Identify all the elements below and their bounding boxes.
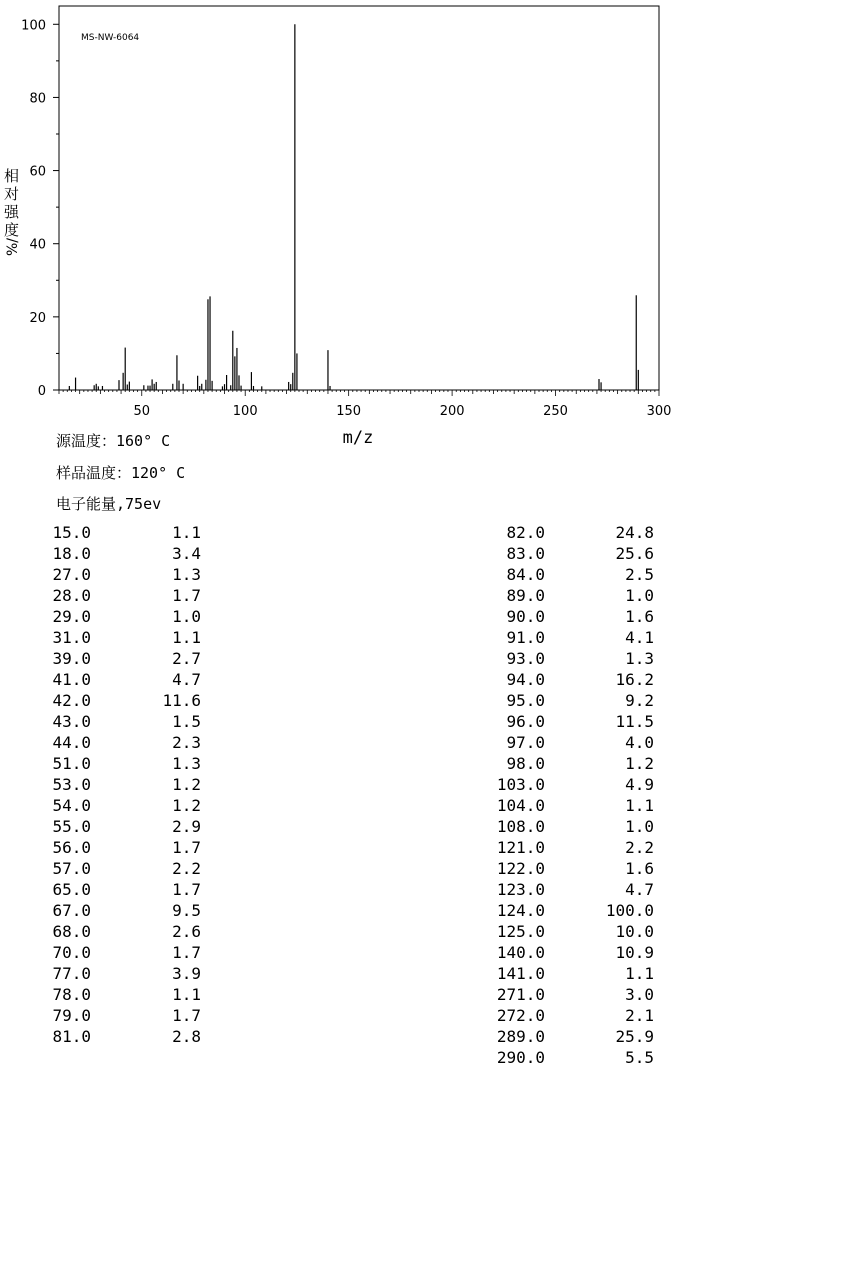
- peak-row: [492, 1026, 662, 1047]
- peak-mz: 83.0: [506, 544, 545, 563]
- peak-abundance: 1.7: [172, 1006, 201, 1025]
- peak-mz: 90.0: [506, 607, 545, 626]
- peak-mz: 15.0: [52, 523, 91, 542]
- peak-abundance: 25.6: [615, 544, 654, 563]
- peak-mz: 41.0: [52, 670, 91, 689]
- peak-mz: 54.0: [52, 796, 91, 815]
- peak-mz: 290.0: [496, 1048, 545, 1067]
- peak-row: [492, 585, 662, 606]
- peak-row: [492, 1005, 662, 1026]
- peak-row: [492, 1047, 662, 1068]
- peak-mz: 108.0: [496, 817, 545, 836]
- y-tick-label: 80: [29, 91, 46, 107]
- peak-row: [48, 690, 208, 711]
- peak-row: [48, 543, 208, 564]
- peak-row: [492, 837, 662, 858]
- x-tick-label: 300: [646, 404, 672, 419]
- x-tick-label: 50: [133, 404, 151, 419]
- peak-mz: 140.0: [496, 943, 545, 962]
- peak-abundance: 100.0: [605, 901, 654, 920]
- peak-abundance: 1.2: [172, 775, 201, 794]
- peak-mz: 56.0: [52, 838, 91, 857]
- y-axis-label-char-3: 强: [4, 203, 20, 221]
- peak-mz: 272.0: [496, 1006, 545, 1025]
- peak-abundance: 4.7: [625, 880, 654, 899]
- peak-abundance: 1.3: [625, 649, 654, 668]
- peak-mz: 98.0: [506, 754, 545, 773]
- peak-abundance: 11.6: [162, 691, 201, 710]
- peak-mz: 44.0: [52, 733, 91, 752]
- peak-row: [48, 774, 208, 795]
- peak-mz: 79.0: [52, 1006, 91, 1025]
- peak-row: [48, 858, 208, 879]
- peak-row: [492, 690, 662, 711]
- y-axis-label: [4, 167, 21, 256]
- peak-mz: 271.0: [496, 985, 545, 1004]
- peak-row: [48, 837, 208, 858]
- y-axis-label-unit: %/: [5, 237, 21, 256]
- peak-mz: 95.0: [506, 691, 545, 710]
- peak-mz: 97.0: [506, 733, 545, 752]
- peak-abundance: 2.9: [172, 817, 201, 836]
- peak-mz: 123.0: [496, 880, 545, 899]
- peak-abundance: 3.9: [172, 964, 201, 983]
- peak-row: [48, 627, 208, 648]
- peak-row: [48, 879, 208, 900]
- peak-mz: 42.0: [52, 691, 91, 710]
- y-axis-label-char-1: 相: [4, 167, 20, 185]
- peak-row: [48, 606, 208, 627]
- peak-row: [492, 774, 662, 795]
- peak-abundance: 1.7: [172, 880, 201, 899]
- peak-mz: 84.0: [506, 565, 545, 584]
- peak-abundance: 1.7: [172, 943, 201, 962]
- y-axis-label-char-2: 对: [4, 185, 20, 203]
- peak-mz: 39.0: [52, 649, 91, 668]
- peak-abundance: 25.9: [615, 1027, 654, 1046]
- peak-row: [492, 984, 662, 1005]
- peak-row: [48, 585, 208, 606]
- peak-row: [48, 921, 208, 942]
- peak-row: [492, 963, 662, 984]
- y-tick-label: 0: [37, 384, 46, 399]
- peak-abundance: 1.7: [172, 586, 201, 605]
- peak-row: [492, 753, 662, 774]
- peak-mz: 53.0: [52, 775, 91, 794]
- peak-row: [48, 753, 208, 774]
- peak-abundance: 4.0: [625, 733, 654, 752]
- chart-title: MS-NW-6064: [81, 33, 140, 43]
- peak-mz: 91.0: [506, 628, 545, 647]
- electron-energy: 电子能量,75ev: [56, 495, 162, 513]
- peak-table-left: [48, 522, 208, 1047]
- peak-abundance: 16.2: [615, 670, 654, 689]
- y-axis-ticks: [21, 18, 59, 399]
- peak-mz: 82.0: [506, 523, 545, 542]
- peak-row: [492, 669, 662, 690]
- peak-mz: 29.0: [52, 607, 91, 626]
- peak-abundance: 2.7: [172, 649, 201, 668]
- y-axis-label-char-4: 度: [4, 221, 20, 239]
- peak-abundance: 3.4: [172, 544, 201, 563]
- peak-mz: 125.0: [496, 922, 545, 941]
- peak-abundance: 2.8: [172, 1027, 201, 1046]
- peak-abundance: 1.5: [172, 712, 201, 731]
- peak-row: [492, 879, 662, 900]
- peak-row: [48, 564, 208, 585]
- peak-abundance: 1.6: [625, 607, 654, 626]
- spectrum-peaks: [69, 24, 638, 390]
- peak-mz: 78.0: [52, 985, 91, 1004]
- peak-row: [492, 816, 662, 837]
- peak-row: [492, 606, 662, 627]
- peak-row: [492, 858, 662, 879]
- peak-row: [48, 648, 208, 669]
- x-tick-label: 250: [543, 404, 568, 419]
- peak-abundance: 1.1: [172, 523, 201, 542]
- peak-abundance: 10.0: [615, 922, 654, 941]
- peak-row: [492, 732, 662, 753]
- peak-abundance: 1.3: [172, 754, 201, 773]
- peak-row: [48, 1026, 208, 1047]
- peak-mz: 89.0: [506, 586, 545, 605]
- peak-abundance: 1.6: [625, 859, 654, 878]
- peak-mz: 55.0: [52, 817, 91, 836]
- peak-abundance: 2.5: [625, 565, 654, 584]
- peak-row: [48, 732, 208, 753]
- peak-abundance: 1.2: [625, 754, 654, 773]
- peak-abundance: 11.5: [615, 712, 654, 731]
- peak-mz: 289.0: [496, 1027, 545, 1046]
- peak-mz: 81.0: [52, 1027, 91, 1046]
- peak-mz: 121.0: [496, 838, 545, 857]
- peak-mz: 18.0: [52, 544, 91, 563]
- peak-mz: 104.0: [496, 796, 545, 815]
- peak-mz: 70.0: [52, 943, 91, 962]
- peak-row: [492, 543, 662, 564]
- peak-row: [492, 900, 662, 921]
- peak-row: [492, 648, 662, 669]
- peak-row: [48, 795, 208, 816]
- peak-mz: 31.0: [52, 628, 91, 647]
- peak-abundance: 2.3: [172, 733, 201, 752]
- peak-mz: 27.0: [52, 565, 91, 584]
- peak-abundance: 1.1: [172, 628, 201, 647]
- peak-mz: 96.0: [506, 712, 545, 731]
- y-tick-label: 100: [21, 18, 46, 34]
- source-temperature: 源温度：160° C: [56, 432, 171, 450]
- y-tick-label: 60: [29, 164, 46, 180]
- sample-temperature: 样品温度：120° C: [56, 464, 186, 482]
- x-axis-ticks: [59, 390, 671, 419]
- peak-row: [492, 942, 662, 963]
- peak-abundance: 9.5: [172, 901, 201, 920]
- peak-mz: 28.0: [52, 586, 91, 605]
- peak-row: [492, 564, 662, 585]
- peak-row: [492, 522, 662, 543]
- peak-row: [48, 669, 208, 690]
- peak-abundance: 9.2: [625, 691, 654, 710]
- y-tick-label: 20: [29, 310, 46, 326]
- peak-row: [48, 1005, 208, 1026]
- peak-mz: 57.0: [52, 859, 91, 878]
- peak-abundance: 1.0: [625, 586, 654, 605]
- peak-abundance: 24.8: [615, 523, 654, 542]
- peak-row: [48, 711, 208, 732]
- mass-spectrum-chart: [0, 0, 850, 460]
- peak-abundance: 1.1: [625, 796, 654, 815]
- peak-mz: 93.0: [506, 649, 545, 668]
- peak-row: [492, 711, 662, 732]
- peak-row: [48, 963, 208, 984]
- x-tick-label: 100: [232, 404, 258, 419]
- peak-abundance: 1.1: [172, 985, 201, 1004]
- peak-table-right: [492, 522, 662, 1068]
- peak-mz: 94.0: [506, 670, 545, 689]
- peak-abundance: 4.1: [625, 628, 654, 647]
- peak-abundance: 10.9: [615, 943, 654, 962]
- peak-row: [48, 900, 208, 921]
- peak-abundance: 2.1: [625, 1006, 654, 1025]
- peak-abundance: 2.2: [625, 838, 654, 857]
- peak-abundance: 1.2: [172, 796, 201, 815]
- peak-mz: 43.0: [52, 712, 91, 731]
- peak-abundance: 5.5: [625, 1048, 654, 1067]
- peak-row: [48, 816, 208, 837]
- peak-abundance: 4.7: [172, 670, 201, 689]
- peak-mz: 65.0: [52, 880, 91, 899]
- peak-row: [492, 921, 662, 942]
- peak-abundance: 2.6: [172, 922, 201, 941]
- peak-abundance: 1.3: [172, 565, 201, 584]
- peak-abundance: 4.9: [625, 775, 654, 794]
- plot-frame: [59, 6, 659, 390]
- peak-row: [48, 984, 208, 1005]
- peak-mz: 141.0: [496, 964, 545, 983]
- peak-mz: 77.0: [52, 964, 91, 983]
- y-tick-label: 40: [29, 237, 46, 253]
- peak-row: [492, 795, 662, 816]
- peak-mz: 124.0: [496, 901, 545, 920]
- peak-row: [48, 522, 208, 543]
- x-tick-label: 150: [336, 404, 362, 419]
- peak-abundance: 1.1: [625, 964, 654, 983]
- peak-abundance: 1.0: [625, 817, 654, 836]
- peak-abundance: 1.7: [172, 838, 201, 857]
- x-tick-label: 200: [439, 404, 465, 419]
- peak-abundance: 2.2: [172, 859, 201, 878]
- peak-abundance: 3.0: [625, 985, 654, 1004]
- peak-mz: 68.0: [52, 922, 91, 941]
- peak-row: [48, 942, 208, 963]
- peak-mz: 51.0: [52, 754, 91, 773]
- x-axis-label: m/z: [342, 428, 374, 448]
- peak-mz: 67.0: [52, 901, 91, 920]
- peak-row: [492, 627, 662, 648]
- peak-mz: 103.0: [496, 775, 545, 794]
- peak-abundance: 1.0: [172, 607, 201, 626]
- peak-mz: 122.0: [496, 859, 545, 878]
